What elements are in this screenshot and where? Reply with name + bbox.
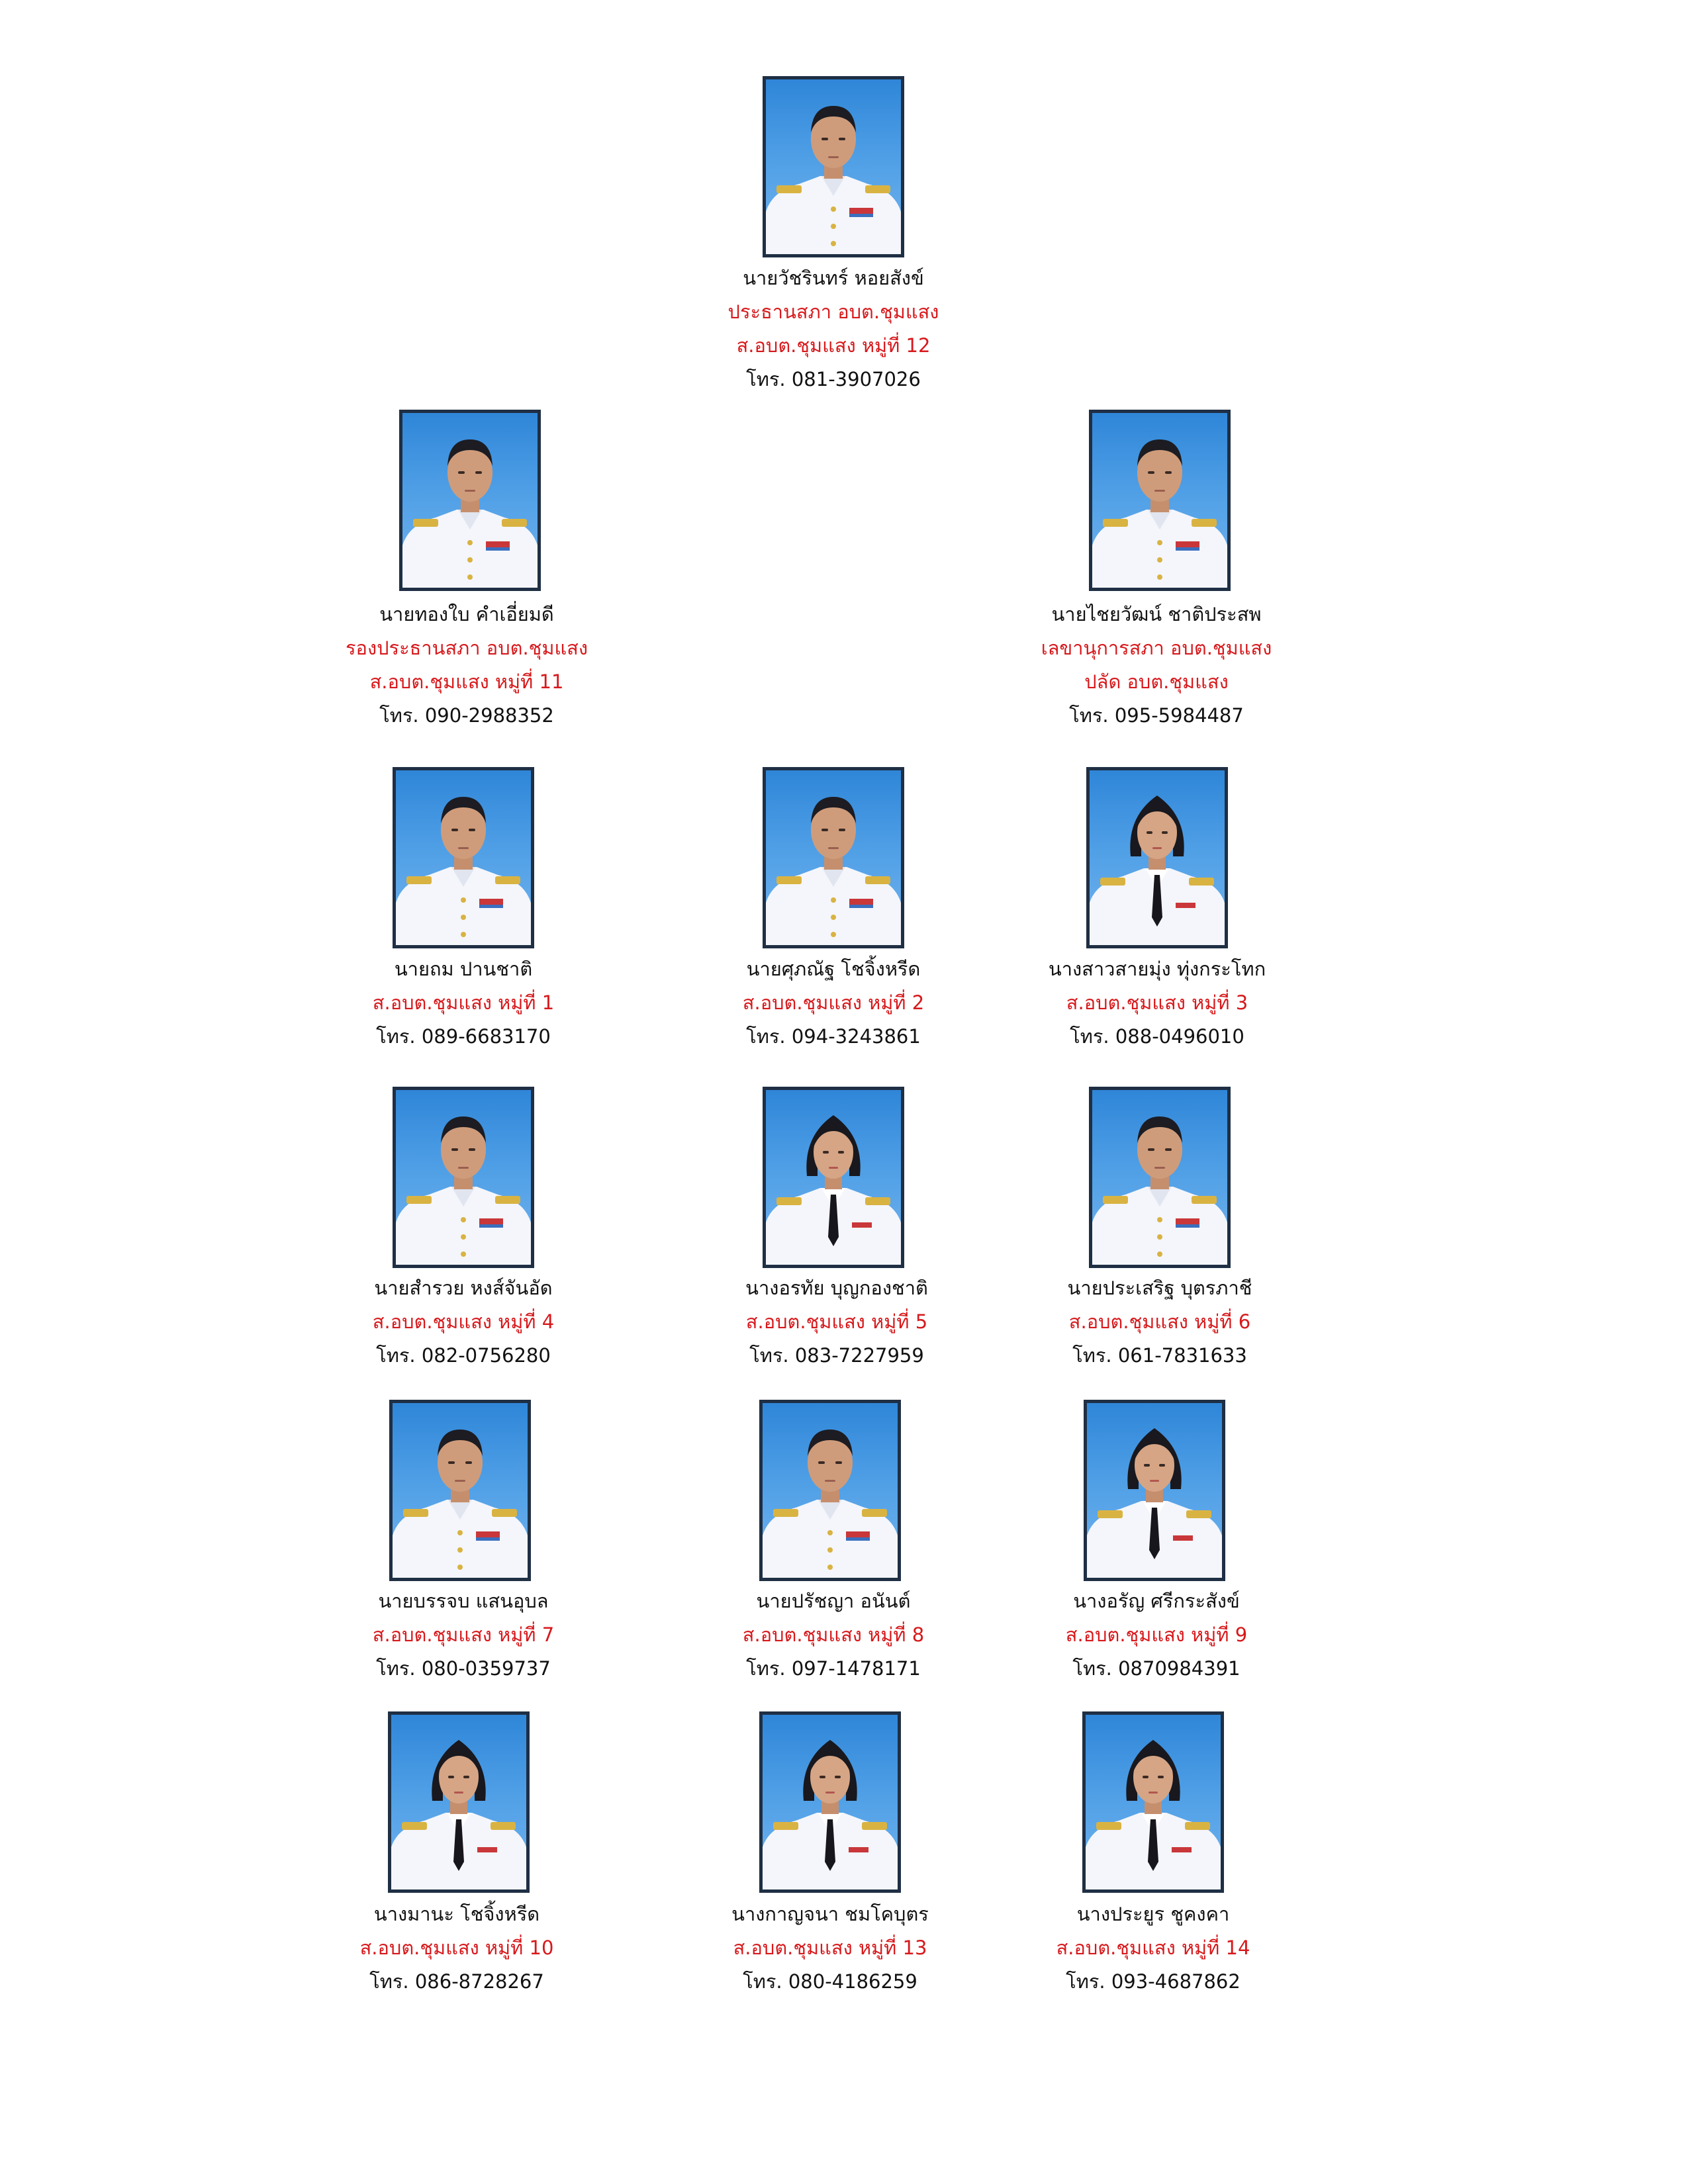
member-phone: โทร. 089-6683170 <box>376 1025 551 1048</box>
portrait-photo <box>1084 1400 1225 1581</box>
member-phone: โทร. 086-8728267 <box>369 1970 544 1993</box>
member-name: นางกาญจนา ชมโคบุตร <box>731 1903 929 1925</box>
portrait-photo <box>763 76 904 257</box>
member-name: นายถม ปานชาติ <box>394 958 533 980</box>
member-district: ส.อบต.ชุมแสง หมู่ที่ 4 <box>372 1310 555 1333</box>
member-district: ส.อบต.ชุมแสง หมู่ที่ 2 <box>742 991 925 1014</box>
member-district: ส.อบต.ชุมแสง หมู่ที่ 7 <box>372 1623 555 1646</box>
member-role: ประธานสภา อบต.ชุมแสง <box>727 300 939 323</box>
member-name: นายบรรจบ แสนอุบล <box>378 1590 549 1612</box>
member-district: ส.อบต.ชุมแสง หมู่ที่ 5 <box>745 1310 928 1333</box>
member-phone: โทร. 095-5984487 <box>1069 704 1244 727</box>
portrait-photo <box>393 1087 534 1268</box>
member-district: ส.อบต.ชุมแสง หมู่ที่ 11 <box>369 670 564 693</box>
member-name: นายสำรวย หงส์จันอัด <box>374 1277 553 1299</box>
member-caption <box>718 261 949 396</box>
member-name: นายวัชรินทร์ หอยสังข์ <box>743 267 924 289</box>
member-caption <box>354 1271 573 1373</box>
member-caption <box>1031 598 1282 733</box>
member-name: นางประยูร ชูคงคา <box>1076 1903 1230 1925</box>
member-phone: โทร. 093-4687862 <box>1066 1970 1241 1993</box>
member-phone: โทร. 0870984391 <box>1072 1657 1241 1680</box>
member-district: ปลัด อบต.ชุมแสง <box>1084 670 1229 693</box>
member-phone: โทร. 090-2988352 <box>379 704 554 727</box>
member-role: รองประธานสภา อบต.ชุมแสง <box>345 637 588 659</box>
member-phone: โทร. 083-7227959 <box>749 1344 924 1367</box>
member-name: นายปรัชญา อนันต์ <box>756 1590 911 1612</box>
portrait-photo <box>759 1400 901 1581</box>
member-name: นายศุภณัฐ โชจิ้งหรีด <box>746 958 921 980</box>
portrait-photo <box>1089 1087 1231 1268</box>
member-name: นายประเสริฐ บุตรภาชี <box>1067 1277 1252 1299</box>
portrait-photo <box>1089 410 1231 591</box>
member-phone: โทร. 080-0359737 <box>376 1657 551 1680</box>
member-district: ส.อบต.ชุมแสง หมู่ที่ 1 <box>372 991 555 1014</box>
member-caption <box>1044 1271 1276 1373</box>
member-district: ส.อบต.ชุมแสง หมู่ที่ 13 <box>733 1936 927 1959</box>
portrait-photo <box>1086 767 1228 948</box>
member-district: ส.อบต.ชุมแสง หมู่ที่ 14 <box>1056 1936 1250 1959</box>
member-caption <box>1035 952 1280 1054</box>
member-caption <box>344 1897 569 1999</box>
member-name: นางอรัญ ศรีกระสังข์ <box>1073 1590 1240 1612</box>
member-name: นายไชยวัฒน์ ชาติประสพ <box>1051 603 1262 625</box>
member-caption <box>354 952 573 1054</box>
member-district: ส.อบต.ชุมแสง หมู่ที่ 6 <box>1068 1310 1251 1333</box>
member-name: นางอรทัย บุญกองชาติ <box>745 1277 928 1299</box>
member-caption <box>341 598 592 733</box>
member-caption <box>1041 1897 1266 1999</box>
portrait-photo <box>399 410 541 591</box>
portrait-photo <box>388 1711 530 1893</box>
member-caption <box>354 1584 573 1686</box>
member-district: ส.อบต.ชุมแสง หมู่ที่ 9 <box>1065 1623 1248 1646</box>
member-caption <box>724 1271 949 1373</box>
member-district: ส.อบต.ชุมแสง หมู่ที่ 10 <box>359 1936 554 1959</box>
portrait-photo <box>759 1711 901 1893</box>
member-district: ส.อบต.ชุมแสง หมู่ที่ 8 <box>742 1623 925 1646</box>
member-phone: โทร. 082-0756280 <box>376 1344 551 1367</box>
member-caption <box>724 1584 943 1686</box>
member-phone: โทร. 080-4186259 <box>743 1970 917 1993</box>
portrait-photo <box>763 767 904 948</box>
portrait-photo <box>389 1400 531 1581</box>
member-role: เลขานุการสภา อบต.ชุมแสง <box>1041 637 1272 659</box>
member-name: นางมานะ โชจิ้งหรีด <box>373 1903 540 1925</box>
portrait-photo <box>1082 1711 1224 1893</box>
member-caption <box>724 952 943 1054</box>
member-caption <box>718 1897 943 1999</box>
member-phone: โทร. 094-3243861 <box>746 1025 921 1048</box>
member-phone: โทร. 081-3907026 <box>746 368 921 390</box>
member-district: ส.อบต.ชุมแสง หมู่ที่ 3 <box>1066 991 1248 1014</box>
member-caption <box>1044 1584 1269 1686</box>
member-phone: โทร. 061-7831633 <box>1072 1344 1247 1367</box>
member-name: นายทองใบ คำเอี่ยมดี <box>379 603 554 625</box>
member-district: ส.อบต.ชุมแสง หมู่ที่ 12 <box>736 334 931 357</box>
member-phone: โทร. 097-1478171 <box>746 1657 921 1680</box>
member-name: นางสาวสายมุ่ง ทุ่งกระโทก <box>1048 958 1266 980</box>
member-phone: โทร. 088-0496010 <box>1070 1025 1244 1048</box>
portrait-photo <box>763 1087 904 1268</box>
portrait-photo <box>393 767 534 948</box>
